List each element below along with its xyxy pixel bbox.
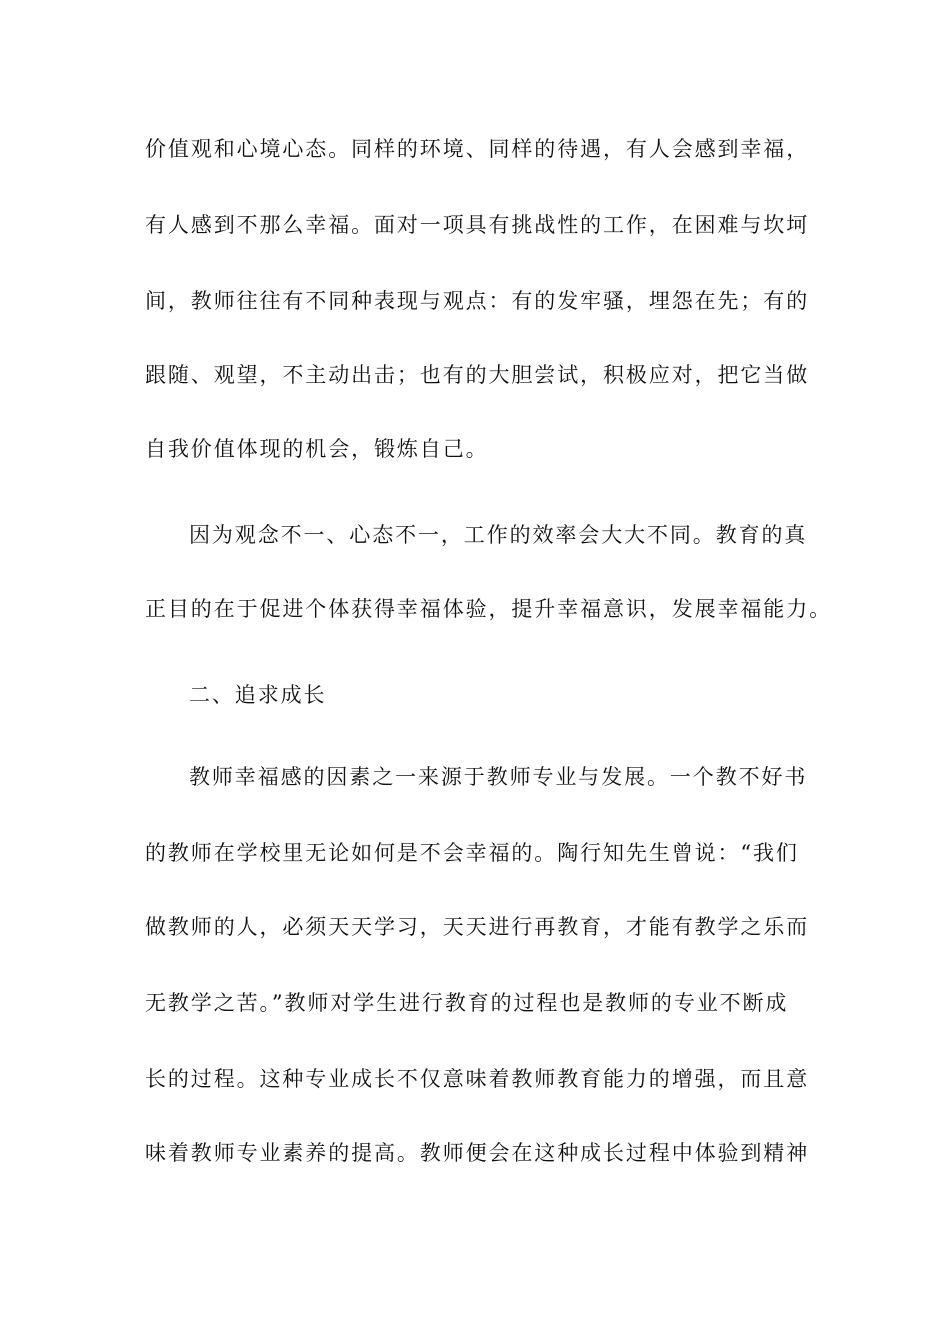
text-line: 无教学之苦。”教师对学生进行教育的过程也是教师的专业不断成 <box>145 991 789 1015</box>
paragraph-start-line: 教师幸福感的因素之一来源于教师专业与发展。一个教不好书 <box>189 765 808 789</box>
text-line: 长的过程。这种专业成长不仅意味着教师教育能力的增强，而且意 <box>145 1067 810 1091</box>
section-heading: 二、追求成长 <box>189 683 327 707</box>
text-line: 正目的在于促进个体获得幸福体验，提升幸福意识，发展幸福能力。 <box>145 597 832 621</box>
text-line: 间，教师往往有不同种表现与观点：有的发牢骚，埋怨在先；有的 <box>145 289 810 313</box>
text-line: 味着教师专业素养的提高。教师便会在这种成长过程中体验到精神 <box>145 1141 810 1165</box>
text-line: 自我价值体现的机会，锻炼自己。 <box>145 437 489 461</box>
text-line: 有人感到不那么幸福。面对一项具有挑战性的工作，在困难与坎坷 <box>145 213 810 237</box>
text-line: 价值观和心境心态。同样的环境、同样的待遇，有人会感到幸福， <box>145 137 810 161</box>
text-line: 的教师在学校里无论如何是不会幸福的。陶行知先生曾说：“我们 <box>145 841 799 865</box>
paragraph-start-line: 因为观念不一、心态不一，工作的效率会大大不同。教育的真 <box>189 523 808 547</box>
text-line: 做教师的人，必须天天学习，天天进行再教育，才能有教学之乐而 <box>145 915 810 939</box>
text-line: 跟随、观望，不主动出击；也有的大胆尝试，积极应对，把它当做 <box>145 363 810 387</box>
